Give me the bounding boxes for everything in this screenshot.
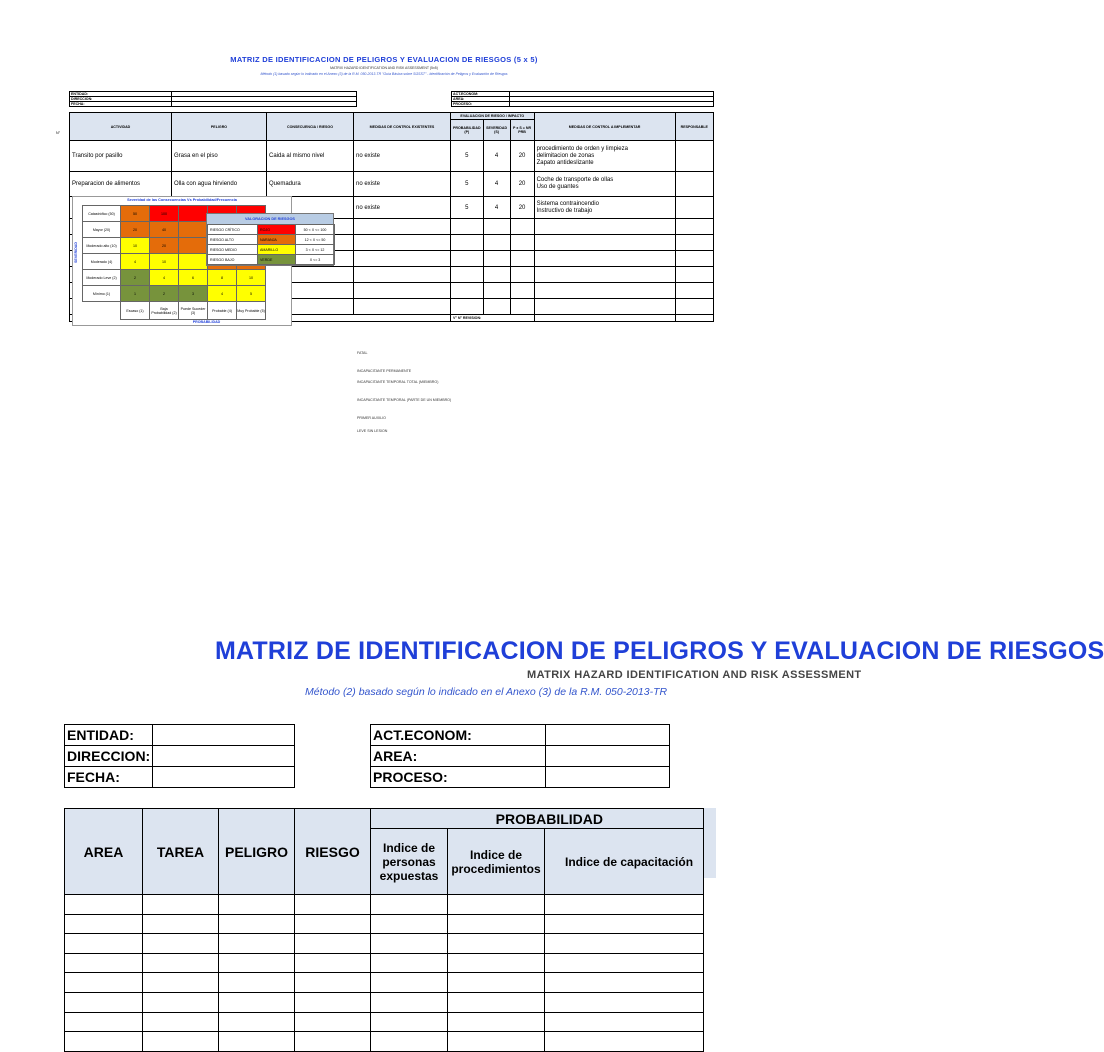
probability-label-row: Escaso (1) Baja Probabilidad (2) Puede Suceder (3) Probable (4) Muy Probable (5) xyxy=(83,302,266,320)
list-item: INCAPACITANTE TEMPORAL TOTAL (MIEMBRO) xyxy=(357,380,439,384)
field-act-econom[interactable] xyxy=(546,725,670,746)
table-row xyxy=(65,1012,704,1032)
cell-p: 5 xyxy=(451,141,484,172)
field-proceso[interactable] xyxy=(546,767,670,788)
zoomed-matrix-table xyxy=(64,808,704,1052)
zoomed-method: Método (2) basado según lo indicado en el Anexo (3) de la R.M. 050-2013-TR xyxy=(305,686,668,698)
label-act-econom: ACT.ECONOM: xyxy=(371,725,546,746)
zoomed-subtitle: MATRIX HAZARD IDENTIFICATION AND RISK ASSESSMENT xyxy=(527,669,862,681)
table-row xyxy=(65,973,704,993)
label-entidad: ENTIDAD: xyxy=(70,92,172,97)
cell-medidas: no existe xyxy=(354,172,451,197)
label-proceso: PROCESO: xyxy=(452,102,510,107)
col-tarea: TAREA xyxy=(143,809,219,895)
col-probabilidad: PROBABILIDAD (P) xyxy=(451,120,484,141)
severity-row: Catastrófico (50) 50 100 xyxy=(83,206,266,222)
cell-actividad: Preparacion de alimentos xyxy=(70,172,172,197)
cell-implementar: procedimiento de orden y limpieza delimitacion de zonas Zapato antideslizante xyxy=(534,141,675,172)
list-item: LEVE SIN LESION xyxy=(357,429,388,433)
col-capacitacion: Indice de capacitación xyxy=(545,829,704,895)
label-area: AREA: xyxy=(452,97,510,102)
label-direccion: DIRECCION: xyxy=(65,746,153,767)
col-consecuencia: CONSECUENCIA / RIESGO xyxy=(267,113,354,141)
cell-actividad: Transito por pasillo xyxy=(70,141,172,172)
field-direccion[interactable] xyxy=(153,746,295,767)
severity-axis-label: SEVERIDAD xyxy=(74,242,78,263)
table-row xyxy=(65,1032,704,1052)
col-group-probabilidad: PROBABILIDAD xyxy=(371,809,704,829)
col-nr: P x S = NR PRB xyxy=(510,120,534,141)
table-row xyxy=(70,141,714,172)
col-severidad: SEVERIDAD (S) xyxy=(483,120,510,141)
field-entidad[interactable] xyxy=(153,725,295,746)
valoracion-row: RIESGO CRÍTICO ROJO 50 < X <= 100 xyxy=(208,225,335,235)
table-row xyxy=(65,895,704,915)
cell-p: 5 xyxy=(451,197,484,219)
header-left-table xyxy=(69,91,357,107)
row-number-label: N° xyxy=(56,131,61,135)
col-procedimientos: Indice de procedimientos xyxy=(448,829,545,895)
col-group-evaluacion: EVALUACION DE RIESGO / IMPACTO xyxy=(451,113,535,120)
cell-nr: 20 xyxy=(510,141,534,172)
severity-row: Mayor (20) 20 40 xyxy=(83,222,266,238)
label-fecha: FECHA: xyxy=(70,102,172,107)
col-responsable: RESPONSABLE xyxy=(675,113,713,141)
severity-matrix-title: Severidad de las Consecuencias Vs Probabilidad/Frecuencia xyxy=(127,198,237,202)
zoomed-header-left xyxy=(64,724,295,788)
table-row xyxy=(65,953,704,973)
cell-nr: 20 xyxy=(510,172,534,197)
label-direccion: DIRECCION: xyxy=(70,97,172,102)
field-fecha[interactable] xyxy=(172,102,357,107)
label-act-econom: ACT.ECONOM: xyxy=(452,92,510,97)
list-item: FATAL xyxy=(357,351,368,355)
list-item: INCAPACITANTE TEMPORAL (PARTE DE UN MIEMBRO) xyxy=(357,398,452,402)
valoracion-box xyxy=(206,213,334,266)
cell-peligro: Olla con agua hirviendo xyxy=(172,172,267,197)
col-medidas-existentes: MEDIDAS DE CONTROL EXISTENTES xyxy=(354,113,451,141)
table-row xyxy=(70,172,714,197)
field-fecha[interactable] xyxy=(153,767,295,788)
cell-implementar: Coche de transporte de ollas Uso de guantes xyxy=(534,172,675,197)
table-row xyxy=(65,934,704,954)
col-actividad: ACTIVIDAD xyxy=(70,113,172,141)
cell-responsable xyxy=(675,141,713,172)
cell-peligro: Grasa en el piso xyxy=(172,141,267,172)
valoracion-table xyxy=(207,224,335,265)
cell-s: 4 xyxy=(483,172,510,197)
field-proceso[interactable] xyxy=(510,102,714,107)
cell-consecuencia: Quemadura xyxy=(267,172,354,197)
zoomed-matrix-section xyxy=(0,560,1104,1024)
list-item: INCAPACITANTE PERMANENTE xyxy=(357,369,412,373)
list-item: PRIMER AUXILIO xyxy=(357,416,386,420)
cell-s: 4 xyxy=(483,197,510,219)
cell-implementar: Sistema contraincendio Instructivo de trabajo xyxy=(534,197,675,219)
version-label: V° N° REVISION: xyxy=(451,315,535,322)
label-fecha: FECHA: xyxy=(65,767,153,788)
col-medidas-implementar: MEDIDAS DE CONTROL A IMPLEMENTAR xyxy=(534,113,675,141)
col-peligro: PELIGRO xyxy=(172,113,267,141)
severity-row: Moderado (4) 4 10 xyxy=(83,254,266,270)
severity-row: Mínimo (1) 1 2 3 4 5 xyxy=(83,286,266,302)
col-riesgo: RIESGO xyxy=(295,809,371,895)
label-entidad: ENTIDAD: xyxy=(65,725,153,746)
severity-row: Moderado Leve (2) 2 4 6 8 10 xyxy=(83,270,266,286)
page-subtitle: MATRIX HAZARD IDENTIFICATION AND RISK ASSESSMENT (5x5) xyxy=(330,66,438,70)
field-area[interactable] xyxy=(546,746,670,767)
cell-nr: 20 xyxy=(510,197,534,219)
cell-medidas: no existe xyxy=(354,197,451,219)
page-title: MATRIZ DE IDENTIFICACION DE PELIGROS Y EVALUACION DE RIESGOS (5 x 5) xyxy=(230,55,538,64)
col-personas-expuestas: Indice de personas expuestas xyxy=(371,829,448,895)
cell-s: 4 xyxy=(483,141,510,172)
table-row xyxy=(65,992,704,1012)
probability-axis-label: PROBABILIDAD xyxy=(192,320,221,324)
col-area: AREA xyxy=(65,809,143,895)
cell-consecuencia: Caida al mismo nivel xyxy=(267,141,354,172)
severity-row: Moderado alto (10) 10 20 xyxy=(83,238,266,254)
col-peligro: PELIGRO xyxy=(219,809,295,895)
cell-p: 5 xyxy=(451,172,484,197)
zoomed-title: MATRIZ DE IDENTIFICACION DE PELIGROS Y EVALUACION DE RIESGOS xyxy=(215,637,1104,665)
label-proceso: PROCESO: xyxy=(371,767,546,788)
cell-responsable xyxy=(675,172,713,197)
cell-medidas: no existe xyxy=(354,141,451,172)
cell-responsable xyxy=(675,197,713,219)
zoomed-header-right xyxy=(370,724,670,788)
table-row xyxy=(65,914,704,934)
valoracion-row: RIESGO BAJO VERDE X <= 3 xyxy=(208,255,335,265)
method-note: Método (1) basado según lo indicado en el Anexo (3) de la R.M. 050-2013-TR "Guía Básica sobre SGSST" - Identificación de Peligros y Evaluación de Riesgos xyxy=(260,72,508,76)
valoracion-row: RIESGO MEDIO AMARILLO 3 < X <= 12 xyxy=(208,245,335,255)
valoracion-row: RIESGO ALTO NARANJA 12 < X <= 50 xyxy=(208,235,335,245)
valoracion-title: VALORACION DE RIESGOS xyxy=(207,214,333,224)
header-right-table xyxy=(451,91,714,107)
label-area: AREA: xyxy=(371,746,546,767)
